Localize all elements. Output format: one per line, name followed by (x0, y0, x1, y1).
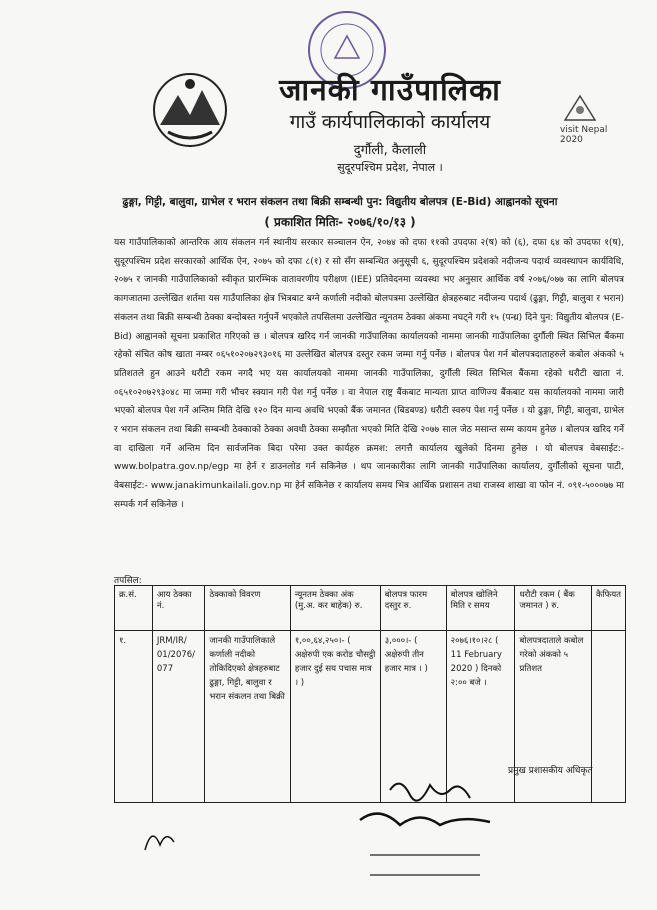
cell-form-fee: ३,०००।- ( अक्षेरुपी तीन हजार मात्र । ) (380, 631, 446, 803)
cell-opening: २०७६।१०।२८ ( 11 February 2020 ) दिनको २:०० बजे । (446, 631, 515, 803)
cell-deposit: बोलपत्रदाताले कबोल गरेको अंकको ५ प्रतिशत (515, 631, 591, 803)
visit-nepal-logo (560, 92, 630, 152)
location-line: दुर्गौली, कैलाली (353, 143, 427, 158)
cell-remarks (591, 631, 625, 803)
cell-description: जानकी गाउँपालिकाले कर्णाली नदीको तोकिदिएको क्षेत्रहरुबाट ढुङ्गा, गिट्टी, बालुवा र भरान संकलन तथा बिक्री (205, 631, 290, 803)
cell-contract-no: JRM/IR/ 01/2076/ 077 (152, 631, 204, 803)
header-min-amount: न्यूनतम ठेक्का अंक (मु.अ. कर बाहेक) रु. (290, 586, 380, 631)
cell-sn: १. (115, 631, 153, 803)
letterhead (0, 0, 657, 190)
table-header-row (115, 586, 626, 631)
initial-signature (140, 820, 180, 860)
header-deposit: धरौटी रकम ( बैंक जमानत ) रु. (515, 586, 591, 631)
header-remarks: कैफियत (591, 586, 625, 631)
published-date: ( प्रकाशित मितिः- २०७६/१०/१३ ) (264, 215, 416, 229)
nepal-emblem-icon (150, 70, 230, 150)
notice-subject: ढुङ्गा, गिट्टी, बालुवा, ग्राभेल र भरान संकलन तथा बिक्री सम्बन्धी पुन: विद्युतीय बोलपत्र (E-Bid) आह्वानको सूचना (122, 196, 558, 208)
officer-signature-stamp (340, 770, 510, 900)
header-sn: क्र.सं. (115, 586, 153, 631)
schedule-label: तपसिल: (114, 576, 142, 586)
office-title: गाउँ कार्यपालिकाको कार्यालय (289, 111, 491, 133)
municipality-title: जानकी गाउँपालिका (279, 73, 501, 108)
header-opening: बोलपत्र खोलिने मिति र समय (446, 586, 515, 631)
visit-nepal-text: visit Nepal 2020 (560, 125, 608, 145)
officer-title: प्रमुख प्रशासकीय अधिकृत (508, 766, 593, 776)
header-description: ठेक्काको विवरण (205, 586, 290, 631)
cell-min-amount: १,००,६४,२५०।- ( अक्षेरुपी एक करोड चौसट्ठी हजार दुई सय पचास मात्र । ) (290, 631, 380, 803)
header-form-fee: बोलपत्र फारम दस्तुर रु. (380, 586, 446, 631)
notice-body: यस गाउँपालिकाको आन्तरिक आय संकलन गर्न स्थानीय सरकार सञ्चालन ऐन, २०७४ को दफा ११को उपदफा २(ष) को (६), दफा ६४ को उपदफा १(ष), सुदूरपश्चिम प्रदेश सरकारको आर्थिक ऐन, २०७५ को दफा ८(१) र सो सँग सम्बन्धित अनुसूची ६, सुदूरपश्चिम प्रदेशको नदीजन्य पदार्थ व्यवस्थापन कार्यविधि, २०७५ र जानकी गाउँपालिकाको स्वीकृत प्रारम्भिक वातावरणीय परीक्षण (IEE) प्रतिवेदनमा व्यवस्था भए अनुसार आर्थिक वर्ष २०७६/०७७ का लागि बोलपत्र कागजातमा उल्लेखित शर्तमा यस गाउँपालिका क्षेत्र भित्रबाट बग्ने कर्णाली नदीको बोलपत्रमा उल्लेखित क्षेत्रहरुबाट नदीजन्य पदार्थ (ढुङ्गा, गिट्टी, बालुवा र भरान) संकलन तथा बिक्री सम्बन्धी ठेक्का बन्दोबस्त गर्नुपर्ने भएकोले तपसिलमा उल्लेखित न्यूनतम ठेक्का अंकमा नघट्ने गरी १५ (पन्ध्र) दिने पुन: विद्युतीय बोलपत्र (E-Bid) आह्वानको सूचना प्रकाशित गरिएको छ । बोलपत्र खरिद गर्न जानकी गाउँपालिका कार्यालयको नाममा जानकी गाउँपालिका दुर्गौली स्थित सिभिल बैंकमा रहेको संचित कोष खाता नम्बर ०६५१०२०७२९३०१६ मा उल्लेखित बोलपत्र दस्तुर रकम जम्मा गर्नु पर्नेछ । बोलपत्र पेश गर्न बोलपत्रदाताहरुले कबोल अंकको ५ प्रतिशतले हुन आउने धरौटी रकम नगदै भए यस कार्यालयको नाममा जानकी गाउँपालिका, दुर्गौली स्थित सिभिल बैंकमा रहेको धरौटी खाता नं. ०६५१०२०७२९३०४८ मा जम्मा गरी भौचर स्क्यान गरी पेश गर्नु पर्नेछ । वा नेपाल राष्ट्र बैंकबाट मान्यता प्राप्त वाणिज्य बैंकबाट यस कार्यालयको नाममा जारी भएको बोलपत्र पेश गर्ने अन्तिम मिति देखि १२० दिन मान्य अवधि भएको बैंक जमानत (बिडबण्ड) धरौटी स्वरुप पेश गर्नु पर्नेछ । यो ढुङ्गा, गिट्टी, बालुवा, ग्राभेल र भरान संकलन तथा बिक्री सम्बन्धी ठेक्काको ठेक्का अवधी ठेक्का सम्झौता भएको मिति देखि २०७७ साल जेठ मसान्त सम्म कायम हुनेछ । बोलपत्र खरिद गर्ने वा दाखिला गर्ने अन्तिम दिन सार्वजनिक बिदा परेमा उक्त कार्यहरु क्रमश: लगत्तै कार्यालय खुलेको दिनमा हुनेछ । यो बोलपत्र वेबसाईट:- www.bolpatra.gov.np/egp मा हेर्न र डाउनलोड गर्न सकिनेछ । थप जानकारीका लागि जानकी गाउँपालिका कार्यालय, दुर्गौलीको सूचना पाटी, वेबसाईट:- www.janakimunkailali.gov.np मा हेर्न सकिनेछ र कार्यालय समय भित्र आर्थिक प्रशासन तथा राजस्व शाखा वा फोन नं. ०९१-५०००७७ मा सम्पर्क गर्न सकिनेछ । (114, 238, 624, 510)
province-line: सुदूरपश्चिम प्रदेश, नेपाल । (337, 161, 443, 174)
header-contract-no: आय ठेक्का नं. (152, 586, 204, 631)
